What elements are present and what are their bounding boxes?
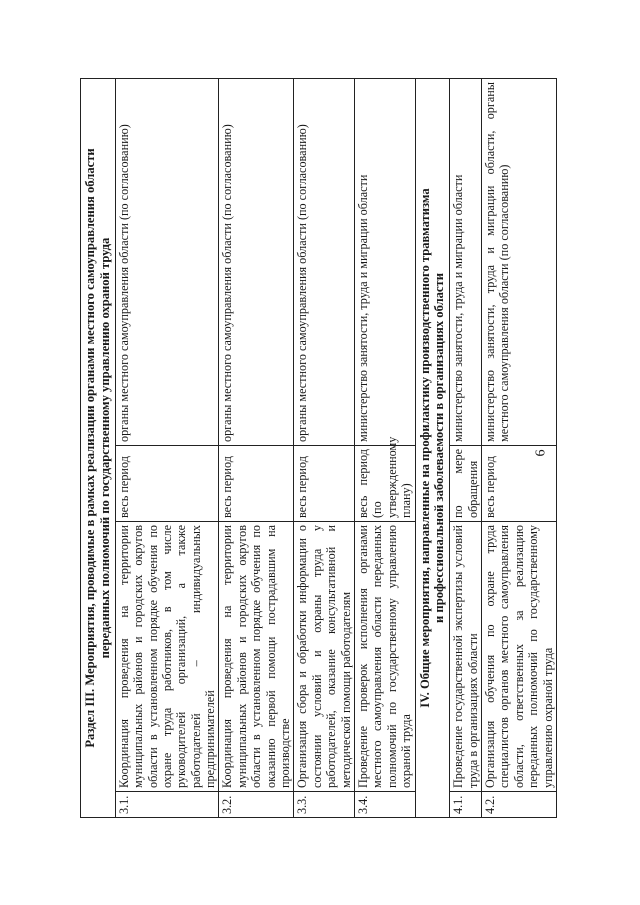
section-header <box>415 79 450 818</box>
row-number: 3.3. <box>294 792 355 818</box>
row-description: Проведение государственной экспертизы условий труда в организациях области <box>450 522 482 792</box>
row-number: 4.1. <box>450 792 482 818</box>
row-term: весь период (по утвержденному плану) <box>354 446 415 522</box>
row-term: весь период <box>219 446 294 522</box>
table-row <box>115 79 219 818</box>
section-title-line: Раздел III. Мероприятия, проводимые в рамках реализации органами местного самоуправления области <box>83 148 97 748</box>
row-term: весь период <box>294 446 355 522</box>
section-header <box>81 79 116 818</box>
section-title-line: и профессиональной заболеваемости в организациях области <box>432 273 447 623</box>
row-number: 3.1. <box>115 792 219 818</box>
row-executor: министерство занятости, труда и миграции области <box>450 79 482 446</box>
row-description: Проведение проверок исполнения органами местного самоуправления области переданных полномочий по государственному управлению охраной труда <box>354 522 415 792</box>
row-executor: органы местного самоуправления области (по согласованию) <box>219 79 294 446</box>
section-title-line: переданных полномочий по государственному управлению охраной труда <box>97 237 112 659</box>
section-title-line: IV. Общие мероприятия, направленные на профилактику производственного травматизма <box>417 188 432 708</box>
table-row <box>450 79 482 818</box>
row-executor: министерство занятости, труда и миграции области, органы местного самоуправления области (по согласованию) <box>482 79 557 446</box>
table-row <box>482 79 557 818</box>
row-executor: министерство занятости, труда и миграции области <box>354 79 415 446</box>
row-executor: органы местного самоуправления области (по согласованию) <box>294 79 355 446</box>
row-term: по мере обращения <box>450 446 482 522</box>
table-row <box>219 79 294 818</box>
row-term: весь период <box>482 446 557 522</box>
row-executor: органы местного самоуправления области (по согласованию) <box>115 79 219 446</box>
measures-table <box>80 78 557 818</box>
row-description: Организация обучения по охране труда специалистов органов местного самоуправления области, ответственных за реализацию переданных полномочий по государственному управлению охраной труда <box>482 522 557 792</box>
row-term: весь период <box>115 446 219 522</box>
row-description: Координация проведения на территории муниципальных районов и городских округов области в установленном порядке обучения по охране труда работников, в том числе руководителей организаций, а также работодателей – индивидуальных предпринимателей <box>115 522 219 792</box>
row-description: Организация сбора и обработки информации о состоянии условий и охраны труда у работодателей, оказание консультативной и методической помощи работодателям <box>294 522 355 792</box>
row-number: 3.2. <box>219 792 294 818</box>
row-description: Координация проведения на территории муниципальных районов и городских округов области в установленном порядке обучения по оказанию первой помощи пострадавшим на производстве <box>219 522 294 792</box>
row-number: 3.4. <box>354 792 415 818</box>
page-number: 6 <box>533 449 549 457</box>
table-row <box>294 79 355 818</box>
rotated-document <box>80 78 628 818</box>
table-row <box>354 79 415 818</box>
row-number: 4.2. <box>482 792 557 818</box>
